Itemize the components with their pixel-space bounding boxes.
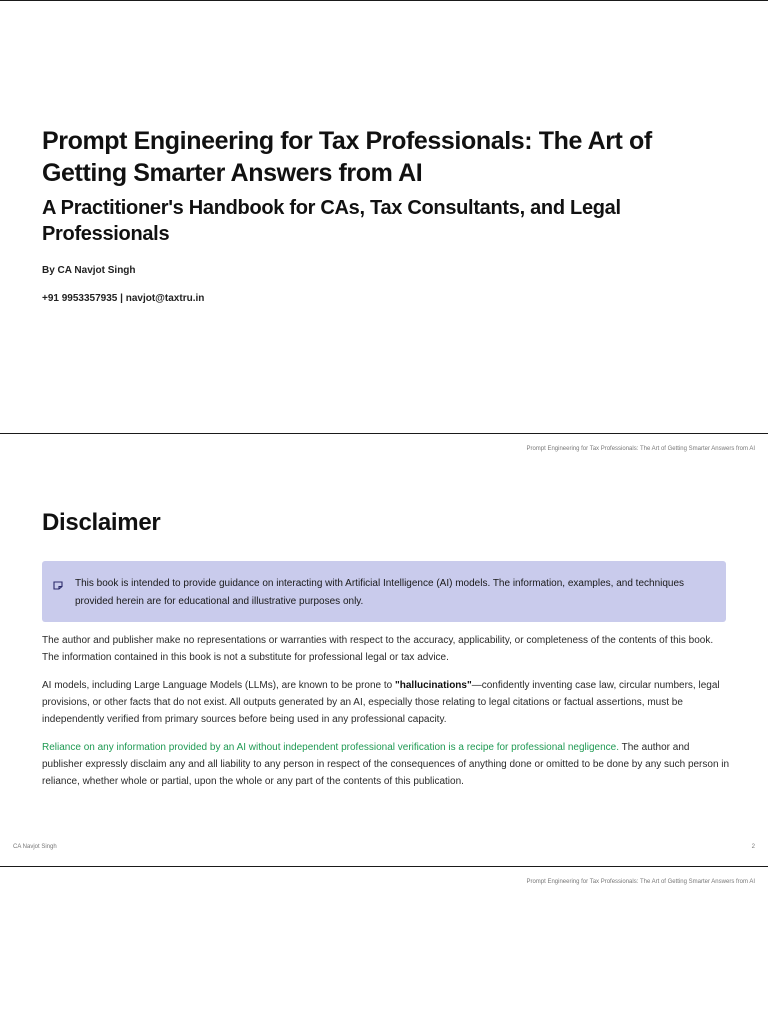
disclaimer-page <box>0 434 768 866</box>
running-header: Prompt Engineering for Tax Professionals: The Art of Getting Smarter Answers from AI <box>526 879 755 885</box>
disclaimer-paragraph-2 <box>42 677 730 728</box>
third-page <box>0 867 768 1024</box>
author-line: By CA Navjot Singh <box>42 265 136 276</box>
paragraph-2-text-start: AI models, including Large Language Models (LLMs), are known to be prone to <box>42 680 395 691</box>
callout-text: This book is intended to provide guidance on interacting with Artificial Intelligence (AI) models. The information, examples, and techniques provided herein are for educational and illustrative purposes only. <box>75 578 685 607</box>
hallucinations-term: "hallucinations" <box>395 680 472 691</box>
negligence-warning: Reliance on any information provided by an AI without independent professional verification is a recipe for professional negligence. <box>42 742 620 753</box>
footer-author: CA Navjot Singh <box>13 844 57 850</box>
disclaimer-paragraph-3 <box>42 739 730 790</box>
paragraph-3-text: The author and publisher expressly disclaim any and all liability to any person in respect of the consequences of anything done or omitted to be done by any such person in reliance, whether whole or partial, upon the whole or any part of the contents of this publication. <box>42 742 730 787</box>
book-subtitle: A Practitioner's Handbook for CAs, Tax Consultants, and Legal Professionals <box>42 197 621 245</box>
running-header: Prompt Engineering for Tax Professionals: The Art of Getting Smarter Answers from AI <box>526 446 755 452</box>
footer-page-number: 2 <box>751 844 755 850</box>
book-title: Prompt Engineering for Tax Professionals: The Art of Getting Smarter Answers from AI <box>42 127 652 187</box>
contact-line: +91 9953357935 | navjot@taxtru.in <box>42 293 205 304</box>
title-page <box>0 1 768 433</box>
note-icon <box>53 577 63 586</box>
disclaimer-heading: Disclaimer <box>42 509 161 536</box>
disclaimer-callout <box>42 561 726 622</box>
paragraph-2-text-end: —confidently inventing case law, circular numbers, legal provisions, or other facts that do not exist. All outputs generated by an AI, especially those relating to legal citations or factual assertions, must be independently verified from primary sources before being used in any professional capacity. <box>42 680 720 725</box>
disclaimer-paragraph-1: The author and publisher make no representations or warranties with respect to the accuracy, applicability, or completeness of the contents of this book. The information contained in this book is not a substitute for professional legal or tax advice. <box>42 635 714 663</box>
